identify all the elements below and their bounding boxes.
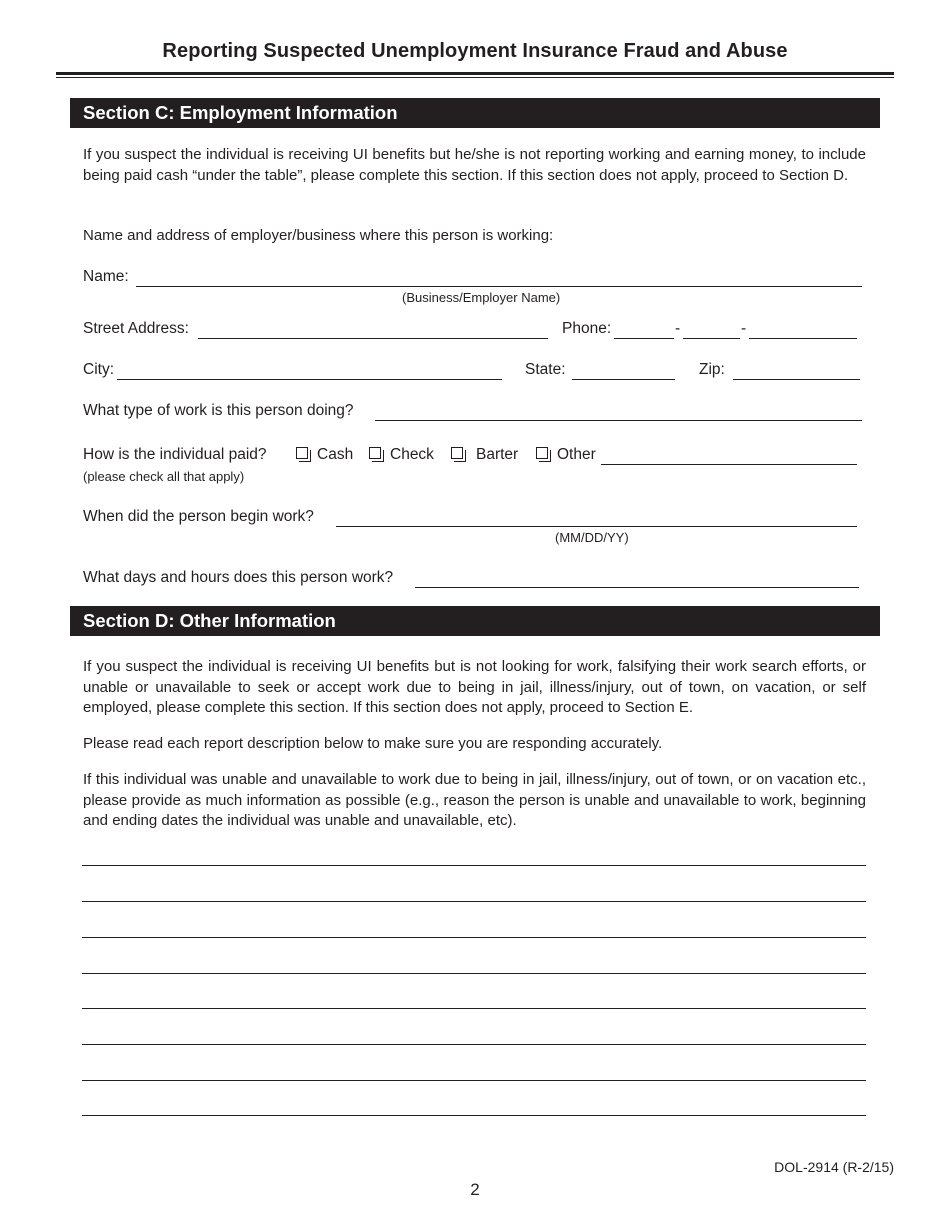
check-option-label: Check — [390, 446, 434, 463]
phone-line-field[interactable] — [749, 338, 857, 339]
title-rule-thick — [56, 72, 894, 75]
name-label: Name: — [83, 268, 129, 285]
name-field[interactable] — [136, 286, 862, 287]
phone-prefix-field[interactable] — [683, 338, 740, 339]
barter-option-label: Barter — [476, 446, 519, 463]
phone-label: Phone: — [562, 320, 612, 337]
begin-work-date-field[interactable] — [336, 526, 857, 527]
work-hours-label: What days and hours does this person work? — [83, 569, 394, 586]
answer-line[interactable] — [82, 1080, 866, 1081]
work-type-label: What type of work is this person doing? — [83, 402, 354, 419]
section-c-heading: Section C: Employment Information — [70, 98, 880, 128]
other-option-label: Other — [557, 446, 596, 463]
answer-line[interactable] — [82, 1115, 866, 1116]
date-format-caption: (MM/DD/YY) — [555, 530, 629, 545]
phone-separator-2: - — [741, 320, 747, 337]
form-number: DOL-2914 (R-2/15) — [774, 1159, 894, 1175]
answer-line[interactable] — [82, 865, 866, 866]
answer-line[interactable] — [82, 937, 866, 938]
phone-area-field[interactable] — [614, 338, 674, 339]
other-payment-field[interactable] — [601, 464, 857, 465]
phone-separator-1: - — [675, 320, 681, 337]
street-label: Street Address: — [83, 320, 189, 337]
zip-field[interactable] — [733, 379, 860, 380]
answer-line[interactable] — [82, 1044, 866, 1045]
section-d-unable-note: If this individual was unable and unavailable to work due to being in jail, illness/injury, out of town, or on vacation etc., please provide as much information as possible (e.g., reason the person is unable and unavailable to work, beginning and ending dates the individual was unable and unavailable, etc). — [83, 771, 866, 829]
answer-line[interactable] — [82, 1008, 866, 1009]
city-field[interactable] — [117, 379, 502, 380]
zip-label: Zip: — [699, 361, 725, 378]
answer-line[interactable] — [82, 901, 866, 902]
state-field[interactable] — [572, 379, 675, 380]
cash-checkbox[interactable] — [296, 447, 308, 459]
document-title: Reporting Suspected Unemployment Insurance Fraud and Abuse — [162, 40, 788, 62]
street-field[interactable] — [198, 338, 548, 339]
section-d-heading: Section D: Other Information — [70, 606, 880, 636]
state-label: State: — [525, 361, 566, 378]
cash-option-label: Cash — [317, 446, 354, 463]
check-checkbox[interactable] — [369, 447, 381, 459]
page-number: 2 — [470, 1180, 480, 1199]
work-type-field[interactable] — [375, 420, 862, 421]
begin-work-label: When did the person begin work? — [83, 508, 314, 525]
title-rule-thin — [56, 77, 894, 78]
name-caption: (Business/Employer Name) — [402, 290, 561, 305]
section-c-intro: If you suspect the individual is receiving UI benefits but he/she is not reporting working and earning money, to include being paid cash “under the table”, please complete this section. If this section does not apply, proceed to Section D. — [83, 146, 866, 184]
other-checkbox[interactable] — [536, 447, 548, 459]
city-label: City: — [83, 361, 114, 378]
work-hours-field[interactable] — [415, 587, 859, 588]
paid-label: How is the individual paid? — [83, 446, 267, 463]
section-d-read-note: Please read each report description below to make sure you are responding accurately. — [83, 735, 663, 752]
section-d-intro: If you suspect the individual is receiving UI benefits but is not looking for work, falsifying their work search efforts, or unable or unavailable to seek or accept work due to being in jail, illness/injury, out of town, on vacation, or self employed, please complete this section. If this section does not apply, proceed to Section E. — [83, 658, 866, 716]
answer-line[interactable] — [82, 973, 866, 974]
paid-note: (please check all that apply) — [83, 469, 245, 484]
barter-checkbox[interactable] — [451, 447, 463, 459]
employer-prompt: Name and address of employer/business where this person is working: — [83, 227, 554, 244]
